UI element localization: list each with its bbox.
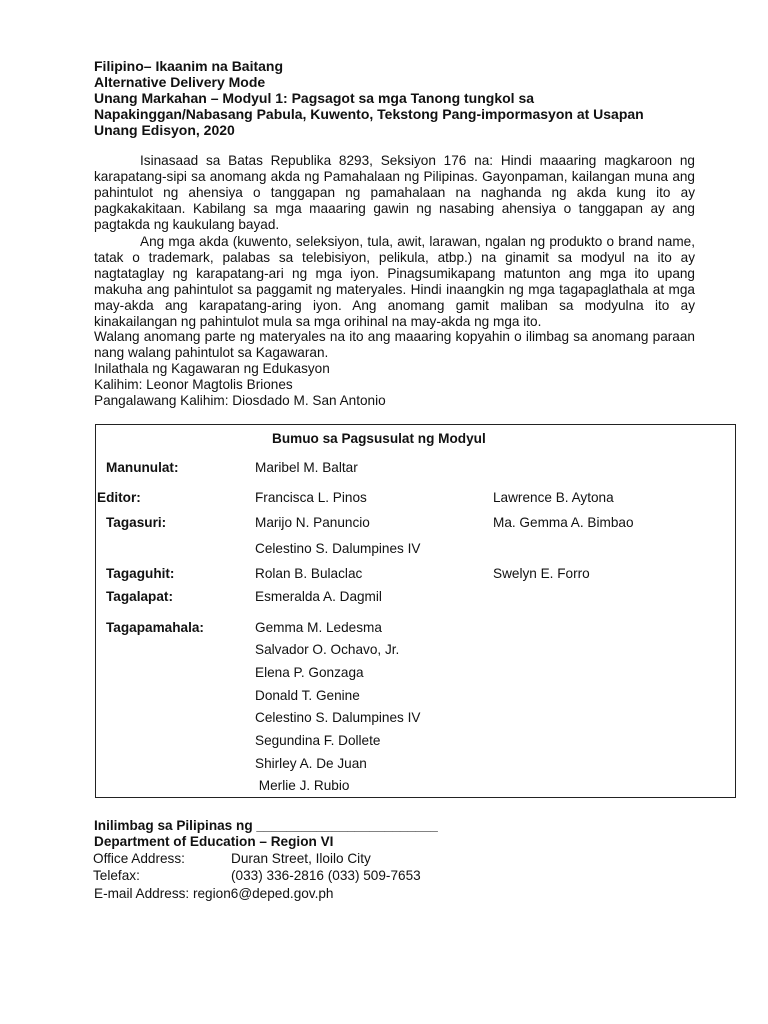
grade-line: Filipino– Ikaanim na Baitang — [94, 58, 284, 74]
development-team-box — [95, 424, 736, 798]
telefax-value: (033) 336-2816 (033) 509-7653 — [231, 868, 421, 883]
printed-in-line: Inilimbag sa Pilipinas ng ________________________ — [94, 818, 438, 833]
publisher-line: Inilathala ng Kagawaran ng Edukasyon — [94, 360, 330, 376]
manunulat-label: Manunulat: — [106, 460, 179, 475]
email-address: E-mail Address: region6@deped.gov.ph — [94, 886, 334, 901]
copyright-notice-2 — [94, 234, 695, 329]
copyright-paragraph-3: Walang anomang parte ng materyales na ito ang maaaring kopyahin o ilimbag sa anomang paraan nang walang pahintulot sa Kagawaran. — [94, 329, 695, 360]
manager-name: Donald T. Genine — [255, 688, 360, 703]
office-address-label: Office Address: — [93, 851, 185, 866]
manager-name: Salvador O. Ochavo, Jr. — [255, 642, 400, 657]
manager-name: Segundina F. Dollete — [255, 733, 381, 748]
tagapamahala-label: Tagapamahala: — [106, 620, 204, 635]
office-address-row — [93, 851, 713, 866]
reviewer-name: Ma. Gemma A. Bimbao — [493, 515, 634, 530]
layout-artist-name: Esmeralda A. Dagmil — [255, 589, 382, 604]
manager-name: Merlie J. Rubio — [255, 778, 350, 793]
edition-line: Unang Edisyon, 2020 — [94, 122, 235, 138]
delivery-mode-line: Alternative Delivery Mode — [94, 74, 266, 90]
reviewer-name: Marijo N. Panuncio — [255, 515, 370, 530]
department-name: Department of Education – Region VI — [94, 834, 334, 849]
illustrator-name: Rolan B. Bulaclac — [255, 566, 363, 581]
module-title-line-1: Unang Markahan – Modyul 1: Pagsagot sa mga Tanong tungkol sa — [94, 90, 535, 106]
office-address-value: Duran Street, Iloilo City — [231, 851, 371, 866]
copyright-paragraph-2: Ang mga akda (kuwento, seleksiyon, tula, awit, larawan, ngalan ng produkto o brand name, tatak o trademark, palabas sa telebisiyon, pelikula, atbp.) na ginamit sa modyul na ito ay nagtataglay ng karapatang-ari ng mga iyon. Pinagsumikapang matunton ang mga ito upang makuha ang pahintulot sa paggamit ng materyales. Hindi inaangkin ng mga tagapaglathala at mga may-akda ang karapatang-aring iyon. Ang anomang gamit maliban sa modyulna ito ay kinakailangan ng pahintulot mula sa mga orihinal na may-akda ng mga ito. — [94, 234, 695, 329]
telefax-row — [93, 868, 713, 883]
module-header — [94, 58, 714, 138]
manager-name: Celestino S. Dalumpines IV — [255, 710, 421, 725]
manager-name: Shirley A. De Juan — [255, 756, 367, 771]
undersecretary-line: Pangalawang Kalihim: Diosdado M. San Antonio — [94, 392, 386, 408]
editor-name: Francisca L. Pinos — [255, 490, 367, 505]
illustrator-name: Swelyn E. Forro — [493, 566, 590, 581]
reviewer-name: Celestino S. Dalumpines IV — [255, 541, 421, 556]
team-box-title: Bumuo sa Pagsusulat ng Modyul — [272, 431, 486, 446]
writer-name: Maribel M. Baltar — [255, 460, 358, 475]
tagasuri-label: Tagasuri: — [106, 515, 167, 530]
copyright-paragraph-1: Isinasaad sa Batas Republika 8293, Seksiyon 176 na: Hindi maaaring magkaroon ng karapatang-sipi sa anomang akda ng Pamahalaan ng Pilipinas. Gayonpaman, kailangan muna ang pahintulot ng ahensiya o tanggapan ng pamahalaan na naghanda ng akda kung ito ay pagkakakitaan. Kabilang sa mga maaaring gawin ng nasabing ahensiya o tanggapan ay ang pagtakda ng kaukulang bayad. — [94, 153, 695, 232]
telefax-label: Telefax: — [93, 868, 140, 883]
module-title-line-2: Napakinggan/Nabasang Pabula, Kuwento, Tekstong Pang-impormasyon at Usapan — [94, 106, 644, 122]
tagalapat-label: Tagalapat: — [106, 589, 173, 604]
secretary-line: Kalihim: Leonor Magtolis Briones — [94, 376, 293, 392]
editor-label: Editor: — [97, 490, 141, 505]
editor-name: Lawrence B. Aytona — [493, 490, 614, 505]
tagaguhit-label: Tagaguhit: — [106, 566, 175, 581]
manager-name: Elena P. Gonzaga — [255, 665, 364, 680]
copyright-notice-3 — [94, 329, 695, 409]
copyright-notice — [94, 153, 695, 233]
manager-name: Gemma M. Ledesma — [255, 620, 382, 635]
